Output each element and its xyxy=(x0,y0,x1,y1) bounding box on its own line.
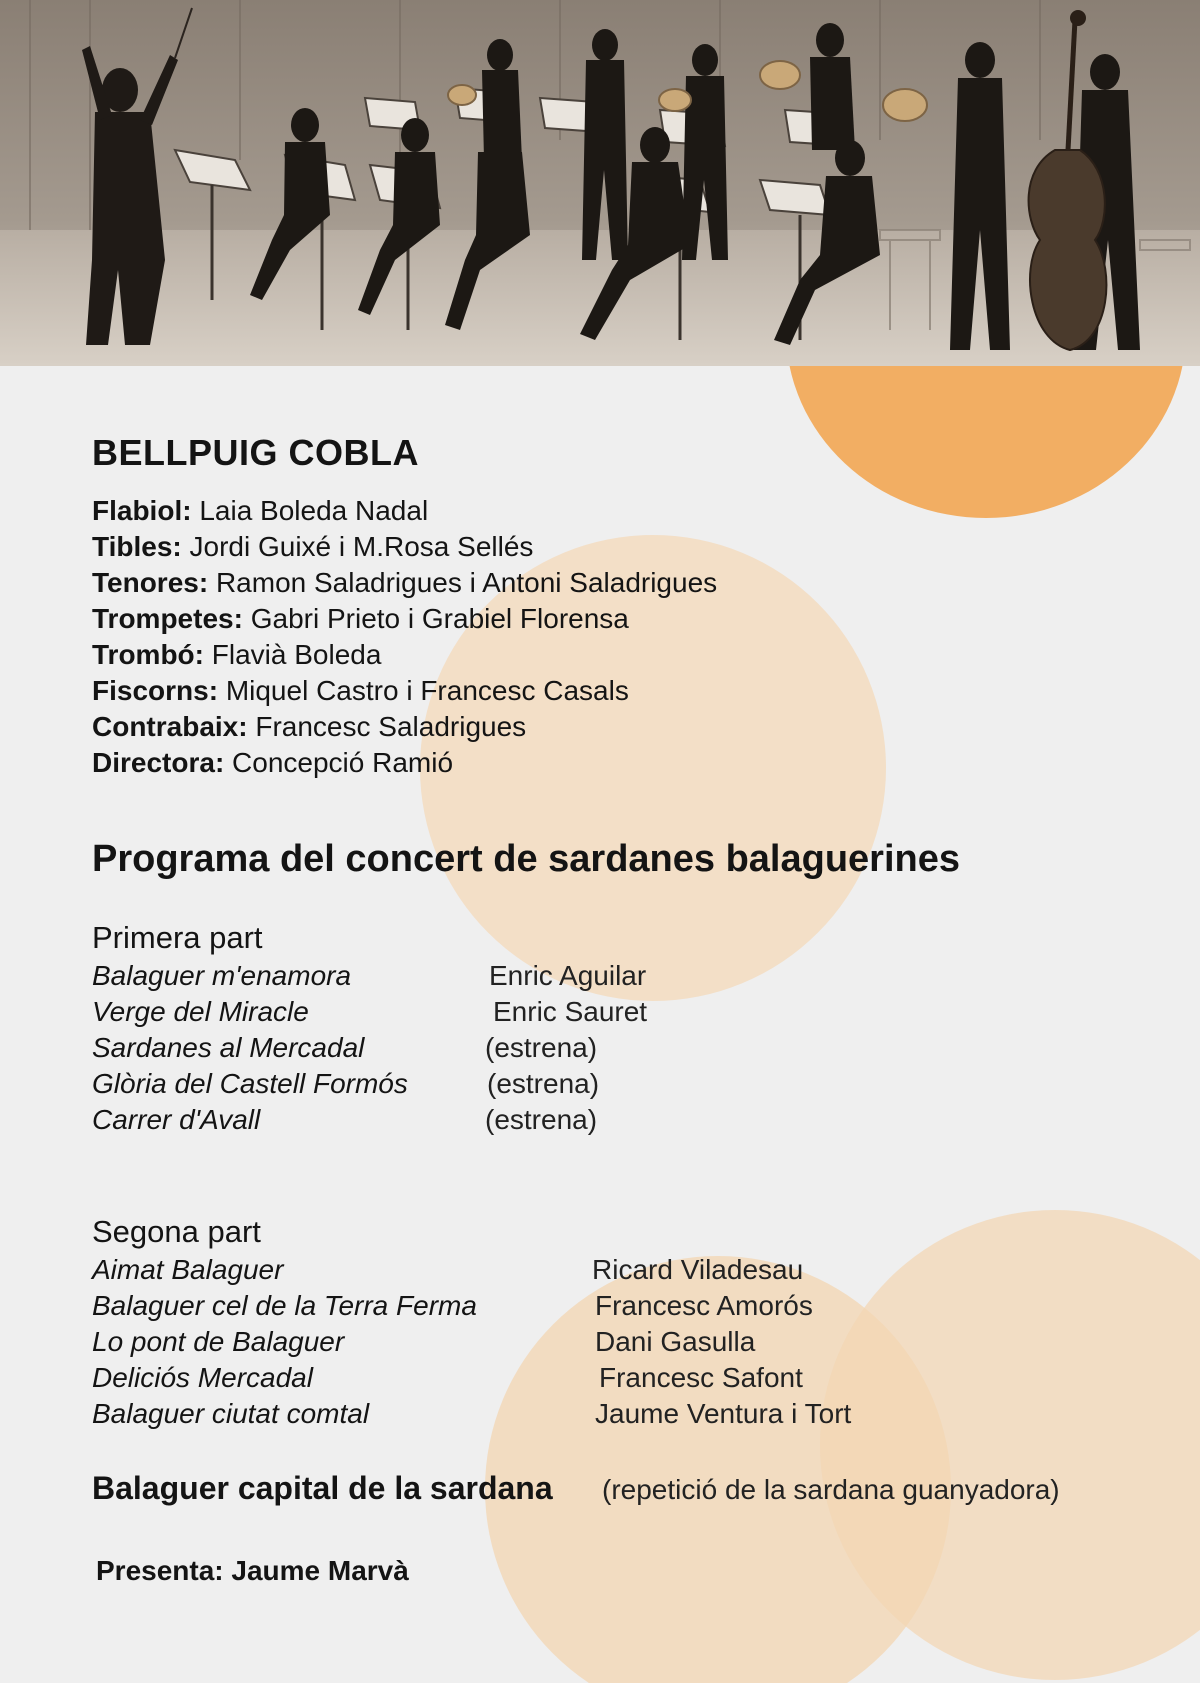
member-line xyxy=(92,709,526,745)
member-role: Tenores: xyxy=(92,567,209,598)
part-title: Primera part xyxy=(92,920,263,955)
piece-title: Lo pont de Balaguer xyxy=(92,1326,345,1357)
member-names: Ramon Saladrigues i Antoni Saladrigues xyxy=(215,567,718,598)
piece-author: Enric Aguilar xyxy=(489,960,647,991)
piece-title: Sardanes al Mercadal xyxy=(92,1032,365,1063)
member-line xyxy=(92,673,629,709)
member-names: Concepció Ramió xyxy=(232,747,454,778)
piece-title: Balaguer cel de la Terra Ferma xyxy=(92,1290,477,1321)
member-role: Flabiol: xyxy=(92,495,192,526)
piece-author: Enric Sauret xyxy=(493,996,648,1027)
final-piece-note: (repetició de la sardana guanyadora) xyxy=(602,1474,1060,1505)
piece-author: (estrena) xyxy=(485,1032,598,1063)
member-line xyxy=(92,745,453,781)
member-role: Tibles: xyxy=(92,531,182,562)
presenter: Presenta: Jaume Marvà xyxy=(96,1555,409,1586)
final-piece-title: Balaguer capital de la sardana xyxy=(92,1470,553,1506)
piece-author: Francesc Amorós xyxy=(595,1290,813,1321)
part-title: Segona part xyxy=(92,1214,261,1249)
member-names: Francesc Saladrigues xyxy=(255,711,527,742)
piece-author: Jaume Ventura i Tort xyxy=(595,1398,852,1429)
program-title: Programa del concert de sardanes balaguerines xyxy=(92,838,961,880)
piece-title: Balaguer m'enamora xyxy=(92,960,352,991)
piece-author: (estrena) xyxy=(485,1104,598,1135)
member-line xyxy=(92,493,428,529)
member-role: Trombó: xyxy=(92,639,204,670)
member-role: Contrabaix: xyxy=(92,711,248,742)
member-line xyxy=(92,565,717,601)
cobla-photo xyxy=(0,0,1200,366)
piece-author: Francesc Safont xyxy=(599,1362,803,1393)
member-role: Fiscorns: xyxy=(92,675,219,706)
piece-title: Verge del Miracle xyxy=(92,996,309,1027)
member-line xyxy=(92,529,533,565)
member-names: Flavià Boleda xyxy=(211,639,382,670)
member-names: Miquel Castro i Francesc Casals xyxy=(225,675,629,706)
band-name: BELLPUIG COBLA xyxy=(92,432,419,473)
piece-title: Aimat Balaguer xyxy=(92,1254,284,1285)
piece-author: Ricard Viladesau xyxy=(592,1254,804,1285)
piece-title: Balaguer ciutat comtal xyxy=(92,1398,370,1429)
member-role: Trompetes: xyxy=(92,603,243,634)
member-names: Jordi Guixé i M.Rosa Sellés xyxy=(189,531,534,562)
member-role: Directora: xyxy=(92,747,225,778)
member-line xyxy=(92,637,381,673)
member-line xyxy=(92,601,629,637)
member-names: Gabri Prieto i Grabiel Florensa xyxy=(250,603,629,634)
piece-title: Glòria del Castell Formós xyxy=(92,1068,408,1099)
piece-author: (estrena) xyxy=(487,1068,600,1099)
piece-author: Dani Gasulla xyxy=(595,1326,756,1357)
member-names: Laia Boleda Nadal xyxy=(199,495,429,526)
piece-title: Carrer d'Avall xyxy=(92,1104,261,1135)
piece-title: Deliciós Mercadal xyxy=(92,1362,313,1393)
